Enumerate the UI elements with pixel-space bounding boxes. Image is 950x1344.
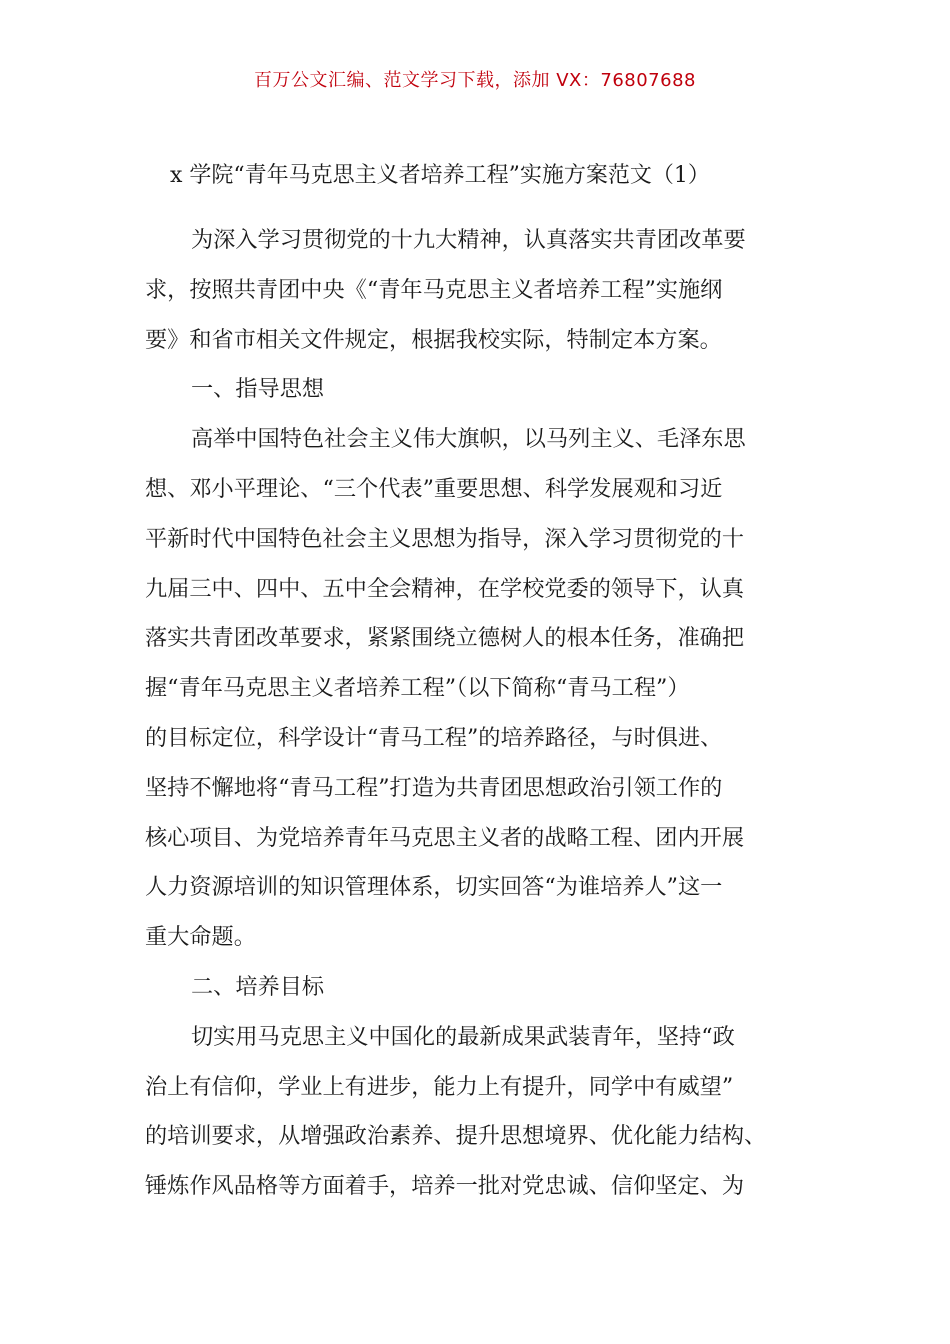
paragraph-line: 平新时代中国特色社会主义思想为指导，深入学习贯彻党的十 bbox=[145, 525, 745, 552]
paragraph-line: 求，按照共青团中央《“青年马克思主义者培养工程”实施纲 bbox=[145, 276, 723, 303]
section-heading-training-goals: 二、培养目标 bbox=[191, 973, 325, 1000]
paragraph-line: 高举中国特色社会主义伟大旗帜，以马列主义、毛泽东思 bbox=[191, 426, 746, 453]
document-body bbox=[145, 216, 810, 1212]
paragraph-line: 落实共青团改革要求，紧紧围绕立德树人的根本任务，准确把 bbox=[145, 625, 745, 652]
watermark-header: 百万公文汇编、范文学习下载，添加 VX：76807688 bbox=[254, 70, 696, 91]
paragraph-line: 切实用马克思主义中国化的最新成果武装青年，坚持“政 bbox=[191, 1023, 735, 1050]
paragraph-line: 坚持不懈地将“青马工程”打造为共青团思想政治引领工作的 bbox=[145, 774, 723, 801]
section-heading-guiding-ideology: 一、指导思想 bbox=[191, 376, 325, 403]
paragraph-line: 想、邓小平理论、“三个代表”重要思想、科学发展观和习近 bbox=[145, 475, 723, 502]
paragraph-line: 为深入学习贯彻党的十九大精神，认真落实共青团改革要 bbox=[191, 227, 746, 253]
paragraph-line: 九届三中、四中、五中全会精神，在学校党委的领导下，认真 bbox=[145, 575, 745, 602]
paragraph-line: 的培训要求，从增强政治素养、提升思想境界、优化能力结构、 bbox=[145, 1123, 767, 1150]
paragraph-line: 的目标定位，科学设计“青马工程”的培养路径，与时俱进、 bbox=[145, 724, 723, 751]
paragraph-line: 重大命题。 bbox=[145, 924, 256, 951]
paragraph-line: 人力资源培训的知识管理体系，切实回答“为谁培养人”这一 bbox=[145, 874, 723, 901]
paragraph-line: 握“青年马克思主义者培养工程”（以下简称“青马工程”） bbox=[145, 675, 690, 702]
document-title: x 学院“青年马克思主义者培养工程”实施方案范文（1） bbox=[170, 163, 710, 188]
paragraph-line: 核心项目、为党培养青年马克思主义者的战略工程、团内开展 bbox=[145, 824, 745, 851]
paragraph-line: 锤炼作风品格等方面着手，培养一批对党忠诚、信仰坚定、为 bbox=[145, 1173, 745, 1200]
paragraph-line: 要》和省市相关文件规定，根据我校实际，特制定本方案。 bbox=[145, 326, 722, 353]
paragraph-line: 治上有信仰，学业上有进步，能力上有提升，同学中有威望” bbox=[145, 1073, 734, 1100]
